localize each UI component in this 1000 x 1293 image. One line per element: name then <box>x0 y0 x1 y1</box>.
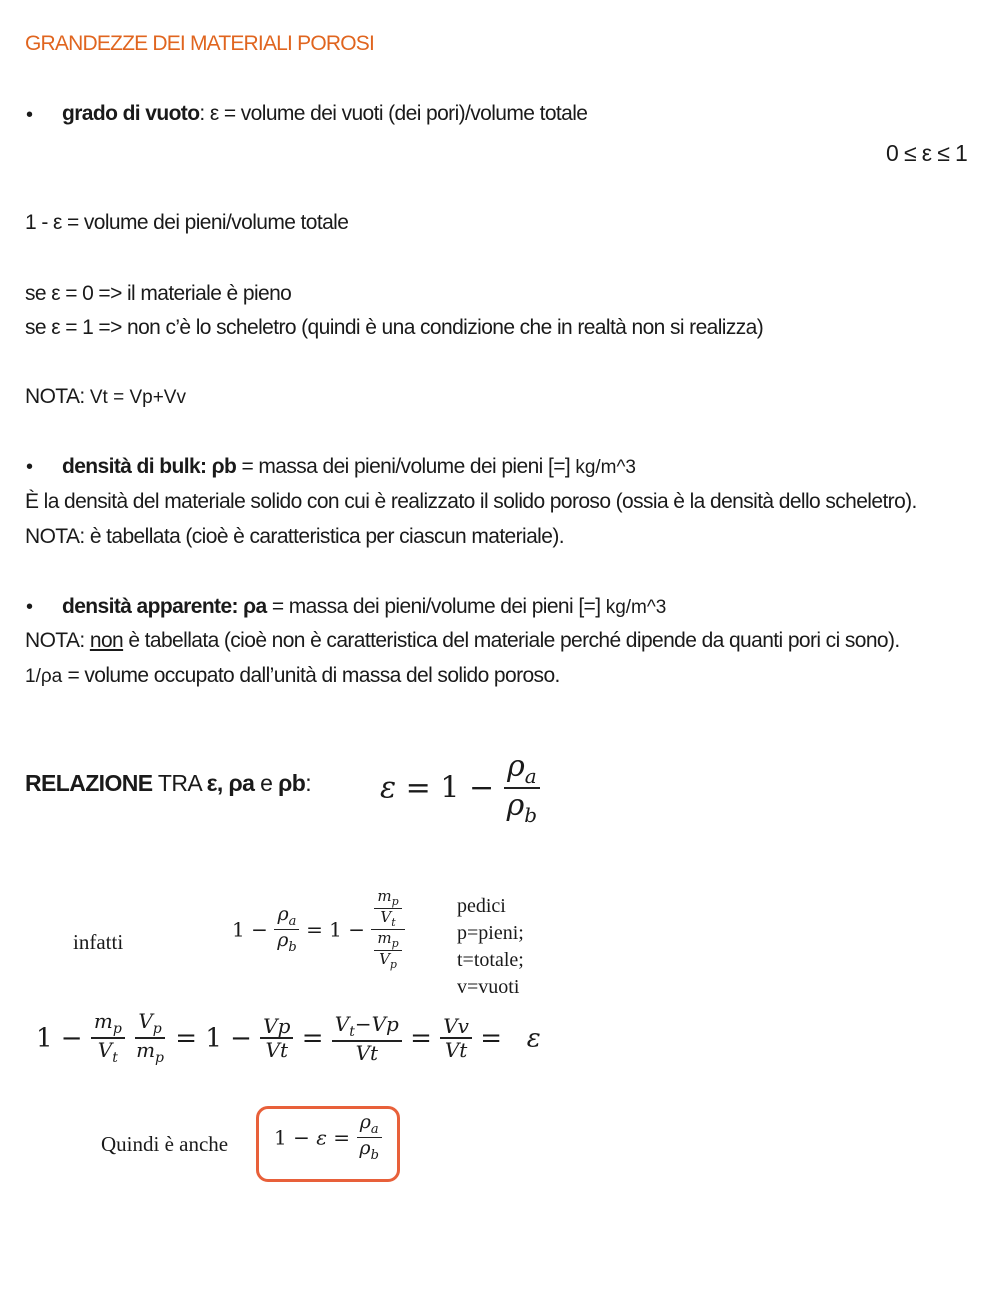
se-one-line: se ε = 1 => non c’è lo scheletro (quindi è una condizione che in realtà non si realizza) <box>25 316 764 339</box>
grado-di-vuoto-term: grado di vuoto <box>62 102 200 125</box>
quindi-word: Quindi è anche <box>101 1132 229 1156</box>
inverse-density-symbol: 1/ρa <box>25 666 63 687</box>
infatti-word: infatti <box>73 930 124 954</box>
nota-vt-line <box>25 385 186 409</box>
bulk-symbol: : ρb <box>200 455 237 478</box>
apparente-nota-prefix: NOTA: <box>25 629 90 652</box>
bulk-definition: = massa dei pieni/volume dei pieni [=] <box>236 455 576 478</box>
nota-vt-value: Vt = Vp+Vv <box>89 387 186 408</box>
apparente-nota <box>25 629 900 653</box>
apparente-symbol: : ρa <box>231 595 267 618</box>
apparente-nota-rest: è tabellata (cioè non è caratteristica del materiale perché dipende da quanti pori ci sono). <box>123 629 900 652</box>
relazione-tra: TRA <box>152 770 207 796</box>
page-title: GRANDEZZE DEI MATERIALI POROSI <box>25 32 374 55</box>
relazione-label <box>25 770 311 797</box>
grado-di-vuoto-line <box>62 102 587 126</box>
grado-di-vuoto-definition: : ε = volume dei vuoti (dei pori)/volume totale <box>199 102 588 125</box>
derivation-formula: 1 − $\frac{m_p}{V_t}$ $\frac{V_p}{m_p}$ = 1 − $\frac{Vp}{Vt}$ = $\frac{V_t-Vp}{Vt}$ = $\frac{Vv}{Vt}$ = ε <box>36 1009 541 1067</box>
apparente-term: densità apparente <box>62 595 232 618</box>
inverse-density-line <box>25 664 560 688</box>
relazione-bold: RELAZIONE <box>25 770 153 796</box>
relazione-e: e <box>254 770 279 796</box>
boxed-formula: 1 − ε = $\frac{\rho_a}{\rho_b}$ <box>274 1112 382 1163</box>
infatti-formula: 1 − $\frac{\rho_a}{\rho_b}$ = 1 − $\frac{\frac{m_p}{V_t}}{\frac{m_p}{V_p}}$ <box>232 888 405 971</box>
apparente-unit: kg/m^3 <box>605 597 667 618</box>
relazione-rhob: ρb <box>278 770 306 796</box>
pedici-v: v=vuoti <box>457 976 520 998</box>
bulk-term: densità di bulk <box>62 455 201 478</box>
bulk-line <box>62 455 636 479</box>
bulk-nota: NOTA: è tabellata (cioè è caratteristica per ciascun materiale). <box>25 525 564 548</box>
apparente-nota-underlined: non <box>89 629 124 652</box>
relazione-colon: : <box>305 770 311 796</box>
bulk-unit: kg/m^3 <box>575 457 636 478</box>
pedici-p: p=pieni; <box>457 922 524 944</box>
pieni-line: 1 - ε = volume dei pieni/volume totale <box>25 211 349 234</box>
se-zero-line: se ε = 0 => il materiale è pieno <box>25 282 292 305</box>
pedici-t: t=totale; <box>457 949 524 971</box>
bullet-dot: • <box>26 596 33 618</box>
nota-label: NOTA: <box>25 385 90 408</box>
pedici-heading: pedici <box>457 895 506 917</box>
bullet-dot: • <box>26 104 33 126</box>
bulk-description: È la densità del materiale solido con cui è realizzato il solido poroso (ossia è la densità dello scheletro). <box>25 490 917 513</box>
bullet-dot: • <box>26 456 33 478</box>
inverse-density-definition: = volume occupato dall’unità di massa del solido poroso. <box>62 664 560 687</box>
relation-formula: ε = 1 − $\frac{\rho_a}{\rho_b}$ <box>380 750 540 826</box>
relazione-symbols: ε, ρa <box>206 770 255 796</box>
apparente-definition: = massa dei pieni/volume dei pieni [=] <box>266 595 606 618</box>
apparente-line <box>62 595 666 619</box>
epsilon-range: 0 ≤ ε ≤ 1 <box>886 140 968 166</box>
pedici-legend <box>457 893 524 1001</box>
